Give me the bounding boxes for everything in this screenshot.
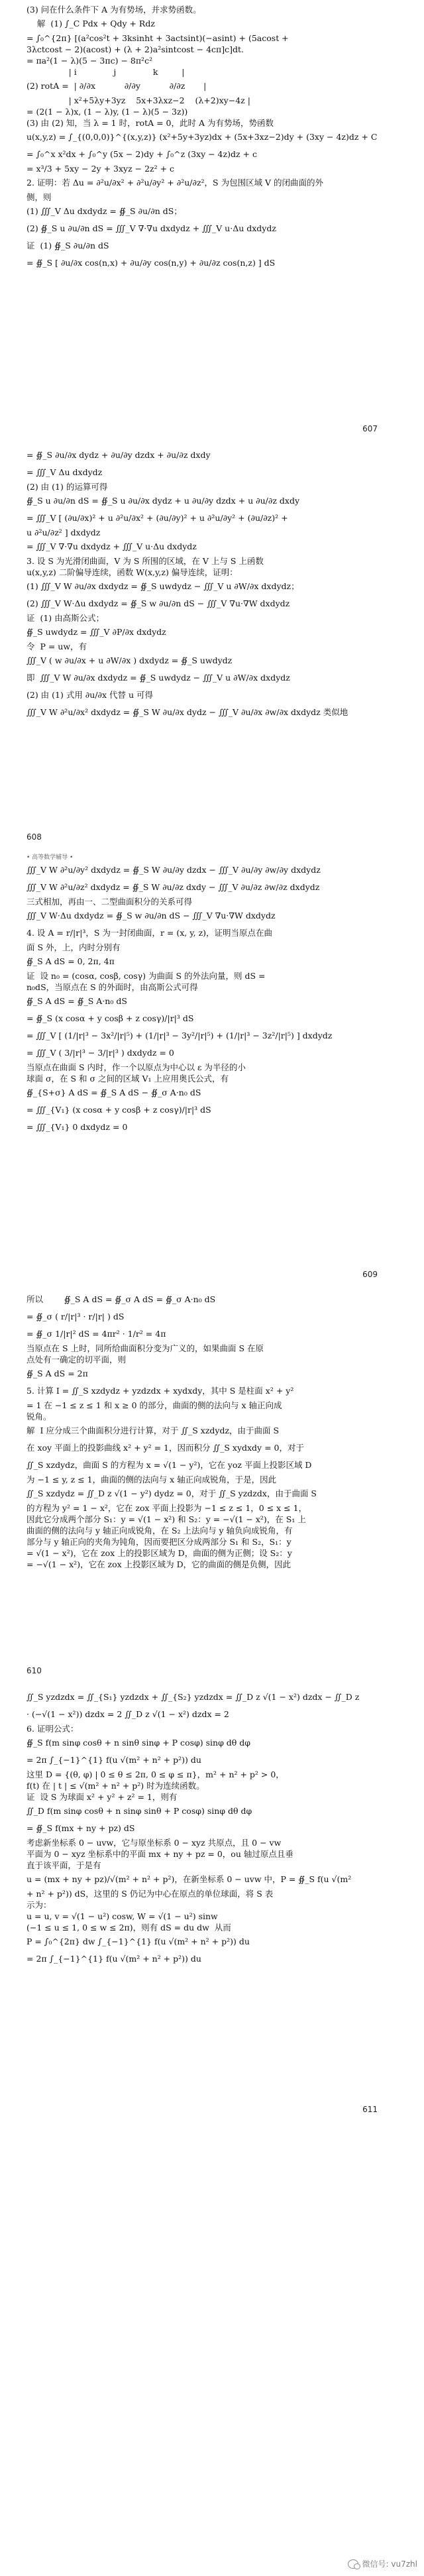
text-line: = ∯_S [ ∂u/∂x cos(n,x) + ∂u/∂y cos(n,y) + ∂u/∂z cos(n,z) ] dS	[26, 258, 276, 268]
text-line: = πa²(1 − λ)(5 − 3πc) − 8π²c²	[26, 56, 153, 66]
page-number: 607	[362, 424, 378, 433]
text-line: + n² + p²)) dS，这里的 S 仍记为中心在原点的单位球面，将 S 表	[26, 1889, 274, 1899]
page-body	[26, 862, 400, 1136]
text-line: 因此它分成两个部分 S₁：y = √(1 − x²) 和 S₂：y = −√(1 − x²)，在 S₁ 上	[26, 1514, 306, 1524]
text-line: 三式相加，再由一、二型曲面积分的关系可得	[26, 897, 193, 907]
text-line: = ∭_V ∇·∇u dxdydz + ∭_V u·Δu dxdydz	[26, 541, 197, 551]
text-line: 平面为 0 − xyz 坐标系中的平面 mx + ny + pz = 0，ou 轴过原点且垂	[26, 1849, 293, 1859]
text-line: 的方程为 y² = 1 − x²，它在 zox 平面上投影为 −1 ≤ z ≤ 1，0 ≤ x ≤ 1，	[26, 1503, 307, 1513]
page-608	[0, 443, 424, 848]
page-number: 608	[26, 832, 42, 842]
text-line: 球面 σ，在 S 和 σ 之间的区域 V₁ 上应用奥氏公式，有	[26, 1074, 229, 1084]
text-line: u(x,y,z) 二阶偏导连续，函数 W(x,y,z) 偏导连续，证明：	[26, 567, 238, 577]
text-line: 当原点在曲面 S 内时，作一个以原点为中心以 ε 为半径的小	[26, 1062, 246, 1072]
page-610	[0, 1287, 424, 1685]
text-line: = ∫₀^{2π} [(a²cos²t + 3ksinht + 3actsint)(−asint) + (5acost +	[26, 33, 289, 43]
watermark-text: 微信号: vu7zhl	[362, 2559, 417, 2569]
text-line: 所以 ∯_S A dS = ∯_σ A dS = ∯_σ A·n₀ dS	[26, 1294, 216, 1304]
text-line: ∭_V W ∂²u/∂z² dxdydz = ∯_S W ∂u/∂z dxdy − ∭_V ∂u/∂z ∂w/∂z dxdydz	[26, 882, 320, 892]
text-line: = ∭_V [ (1/|r|³ − 3x²/|r|⁵) + (1/|r|³ − 3y²/|r|⁵) + (1/|r|³ − 3z²/|r|⁵) ] dxdydz	[26, 1031, 333, 1040]
text-line: = ∭_V [ (∂u/∂x)² + u ∂²u/∂x² + (∂u/∂y)² + u ∂²u/∂y² + (∂u/∂z)² +	[26, 513, 288, 523]
text-line: ∭_V ( w ∂u/∂x + u ∂W/∂x ) dxdydz = ∯_S uwdydz	[26, 655, 233, 665]
text-line: 证 (1) 由高斯公式；	[26, 613, 105, 623]
text-line: 2. 证明：若 Δu = ∂²u/∂x² + ∂²u/∂y² + ∂²u/∂z²，S 为包围区域 V 的闭曲面的外	[26, 178, 324, 188]
text-line: = (2(1 − λ)x, (1 − λ)y, (1 − λ)(5 − 3z))	[26, 107, 188, 117]
text-line: 解 (1) ∫_C Pdx + Qdy + Rdz	[26, 19, 155, 28]
text-line: ∯_S A dS = 2π	[26, 1369, 88, 1378]
text-line: u ∂²u/∂z² ] dxdydz	[26, 528, 101, 537]
page-number: 610	[26, 1666, 42, 1675]
wechat-icon	[348, 2559, 358, 2569]
text-line: = ∯_σ 1/|r|² dS = 4πr² · 1/r² = 4π	[26, 1329, 166, 1339]
text-line: = 1 在 −1 ≤ z ≤ 1 和 x ≥ 0 的部分，曲面的侧的法向与 x 轴正向成	[26, 1400, 282, 1410]
text-line: = 2π ∫_{−1}^{1} f(u √(m² + n² + p²)) du	[26, 1755, 201, 1765]
text-line: u = u, v = √(1 − u²) cosw, W = √(1 − u²) sinw	[26, 1911, 218, 1921]
text-line: ∯_{S+σ} A dS = ∯_S A dS − ∯_σ A·n₀ dS	[26, 1088, 201, 1097]
text-line: 令 P = uw，有	[26, 642, 87, 651]
text-line: 部分与 y 轴正向的夹角为钝角，因而要把区分成两部分 S₁ 和 S₂，S₁：y	[26, 1537, 292, 1547]
text-line: 锐角。	[26, 1412, 52, 1422]
text-line: 证 设 S 为球面 x² + y² + z² = 1，则有	[26, 1792, 178, 1802]
page-body	[26, 447, 400, 721]
page-number: 611	[362, 2105, 378, 2114]
text-line: = ∯_S f(mx + ny + pz) dS	[26, 1823, 135, 1833]
text-line: (1) ∭_V W ∂u/∂x dxdydz = ∯_S uwdydz − ∭_V u ∂W/∂x dxdydz；	[26, 581, 299, 591]
text-line: 曲面的侧的法向与 y 轴正向成锐角，在 S₂ 上法向与 y 轴负向成锐角，有	[26, 1526, 293, 1536]
text-line: ∬_S xzdydz，曲面 S 的方程为 x = √(1 − y²)，它在 yoz 平面上投影区域 D	[26, 1460, 312, 1470]
text-line: ∯_S A dS = 0, 2π, 4π	[26, 956, 115, 966]
text-line: 6. 证明公式：	[26, 1724, 79, 1734]
text-line: 为 −1 ≤ y, z ≤ 1，曲面的侧的法向与 x 轴正向成锐角，于是，因此	[26, 1475, 277, 1484]
text-line: ∭_V W ∂²u/∂x² dxdydz = ∯_S W ∂u/∂x dydz − ∭_V ∂u/∂x ∂w/∂x dxdydz 类似地	[26, 707, 348, 717]
text-line: u(x,y,z) = ∫_{(0,0,0)}^{(x,y,z)} (x²+5y+3yz)dx + (5x+3xz−2)dy + (3xy − 4z)dz + C	[26, 132, 378, 142]
text-line: n₀dS，当原点在 S 的外面时，由高斯公式可得	[26, 982, 198, 992]
text-line: = √(1 − x²)，它在 zox 上的投影区域为 D，曲面的侧为正侧；设 S₂：y	[26, 1548, 292, 1558]
text-line: f(t) 在 | t | ≤ √(m² + n² + p²) 时为连续函数。	[26, 1781, 205, 1791]
page-609	[0, 848, 424, 1287]
wechat-watermark	[348, 2558, 417, 2569]
text-line: 在 xoy 平面上的投影曲线 x² + y² = 1，因而积分 ∬_S xydxdy = 0，对于	[26, 1443, 304, 1453]
text-line: 当原点在 S 上时，同所给曲面积分变为广义的，如果曲面 S 在原	[26, 1343, 264, 1353]
text-line: (1) ∭_V Δu dxdydz = ∯_S ∂u/∂n dS；	[26, 206, 182, 216]
text-line: = x³/3 + 5xy − 2y + 3xyz − 2z² + c	[26, 164, 175, 174]
text-line: u = (mx + ny + pz)/√(m² + n² + p²)，在新坐标系 0 − uvw 中，P = ∯_S f(u √(m²	[26, 1874, 352, 1884]
text-line: = ∭_V ( 3/|r|³ − 3/|r|³ ) dxdydz = 0	[26, 1048, 174, 1058]
text-line: (2) rotA = | ∂/∂x ∂/∂y ∂/∂z |	[26, 81, 207, 91]
page-body	[26, 1291, 400, 1570]
text-line: 示为：	[26, 1900, 52, 1910]
text-line: (2) ∯_S u ∂u/∂n dS = ∭_V ∇·∇u dxdydz + ∭_V u·Δu dxdydz	[26, 223, 276, 233]
text-line: ∬_D f(m sinφ cosθ + n sinφ sinθ + P cosφ) sinφ dθ dφ	[26, 1806, 252, 1816]
page-number: 609	[362, 1270, 378, 1279]
text-line: 这里 D = {(θ, φ) | 0 ≤ θ ≤ 2π, 0 ≤ φ ≤ π}，m² + n² + p² > 0，	[26, 1769, 284, 1779]
text-line: = 2π ∫_{−1}^{1} f(u √(m² + n² + p²)) du	[26, 1954, 201, 1964]
text-line: (3) 问在什么条件下 A 为有势场，并求势函数。	[26, 5, 201, 15]
text-line: 证 设 n₀ = (cosα, cosβ, cosγ) 为曲面 S 的外法向量，则 dS =	[26, 971, 266, 981]
text-line: 点处有一确定的切平面，则	[26, 1355, 127, 1365]
text-line: 证 (1) ∯_S ∂u/∂n dS	[26, 241, 109, 251]
page-body	[26, 1689, 400, 1968]
text-line: = ∭_{V₁} 0 dxdydz = 0	[26, 1122, 128, 1132]
text-line: ∯_S uwdydz = ∭_V ∂P/∂x dxdydz	[26, 627, 166, 637]
text-line: (2) 由 (1) 式用 ∂u/∂x 代替 u 可得	[26, 690, 154, 700]
text-line: ∯_S A dS = ∯_S A·n₀ dS	[26, 996, 127, 1006]
text-line: 即 ∭_V W ∂u/∂x dxdydz = ∯_S uwdydz − ∭_V u ∂W/∂x dxdydz	[26, 673, 290, 683]
text-line: = ∯_S (x cosα + y cosβ + z cosγ)/|r|³ dS	[26, 1013, 194, 1023]
running-header: • 高等数学辅导 •	[26, 854, 74, 861]
text-line: 3. 设 S 为光滑闭曲面，V 为 S 所围的区域，在 V 上与 S 上函数	[26, 556, 264, 566]
page-body	[26, 4, 400, 272]
text-line: 3λctcost − 2)(acost) + (λ + 2)a²sintcost − 4cπ]c]dt.	[26, 44, 244, 54]
text-line: | x²+5λy+3yz 5x+3λxz−2 (λ+2)xy−4z |	[26, 95, 250, 105]
text-line: 直于该平面，于是有	[26, 1860, 101, 1870]
text-line: ∭_V W·Δu dxdydz = ∯_S w ∂u/∂n dS − ∭_V ∇u·∇W dxdydz	[26, 911, 276, 921]
text-line: ∬_S xzdydz = ∬_D z √(1 − y²) dydz = 0，对于 ∬_S yzdzdx，由于曲面 S	[26, 1488, 317, 1498]
text-line: 5. 计算 I = ∬_S xzdydz + yzdzdx + xydxdy，其中 S 是柱面 x² + y²	[26, 1386, 294, 1396]
text-line: 考虑新坐标系 0 − uvw，它与原坐标系 0 − xyz 共原点，且 0 − vw	[26, 1838, 282, 1848]
text-line: (−1 ≤ u ≤ 1, 0 ≤ w ≤ 2π)，则有 dS = du dw 从而	[26, 1923, 231, 1932]
page-607	[0, 0, 424, 443]
text-line: ∯_S u ∂u/∂n dS = ∯_S u ∂u/∂x dydz + u ∂u/∂y dzdx + u ∂u/∂z dxdy	[26, 496, 300, 506]
text-line: 解 I 应分成三个曲面积分进行计算，对于 ∬_S xzdydz，由于曲面 S	[26, 1426, 280, 1435]
text-line: = ∫₀^x x²dx + ∫₀^y (5x − 2)dy + ∫₀^z (3xy − 4z)dz + c	[26, 149, 257, 159]
text-line: · (−√(1 − x²)) dzdx = 2 ∬_D z √(1 − x²) dzdx = 2	[26, 1709, 229, 1719]
text-line: P = ∫₀^{2π} dw ∫_{−1}^{1} f(u √(m² + n² + p²)) du	[26, 1936, 250, 1946]
page-611	[0, 1685, 424, 2122]
text-line: 面 S 外，上，内时分别有	[26, 942, 121, 952]
text-line: ∯_S f(m sinφ cosθ + n sinθ sinφ + P cosφ) sinφ dθ dφ	[26, 1738, 251, 1748]
text-line: 侧，则	[26, 192, 52, 202]
text-line: ∭_V W ∂²u/∂y² dxdydz = ∯_S W ∂u/∂y dzdx − ∭_V ∂u/∂y ∂w/∂y dxdydz	[26, 865, 321, 875]
text-line: 4. 设 A = r/|r|³，S 为一封闭曲面，r = (x, y, z)，证明当原点在曲	[26, 928, 273, 938]
text-line: (2) ∭_V W·Δu dxdydz = ∯_S w ∂u/∂n dS − ∭_V ∇u·∇W dxdydz	[26, 598, 290, 608]
text-line: (2) 由 (1) 的运算可得	[26, 482, 108, 492]
text-line: = ∯_S ∂u/∂x dydz + ∂u/∂y dzdx + ∂u/∂z dxdy	[26, 450, 211, 460]
text-line: = ∭_{V₁} (x cosα + y cosβ + z cosγ)/|r|³ dS	[26, 1105, 211, 1115]
text-line: (3) 由 (2) 知，当 λ = 1 时，rotA = 0，此时 A 为有势场，势函数	[26, 118, 274, 128]
text-line: = −√(1 − x²)，它在 zox 上投影区域为 D，它的曲面的侧是负侧，因此	[26, 1559, 292, 1569]
text-line: = ∯_σ ( r/|r|³ · r/|r| ) dS	[26, 1312, 125, 1321]
text-line: | i j k |	[26, 67, 185, 77]
text-line: = ∭_V Δu dxdydz	[26, 467, 103, 477]
text-line: ∬_S yzdzdx = ∬_{S₁} yzdzdx + ∬_{S₂} yzdzdx = ∬_D z √(1 − x²) dzdx − ∬_D z	[26, 1692, 360, 1702]
